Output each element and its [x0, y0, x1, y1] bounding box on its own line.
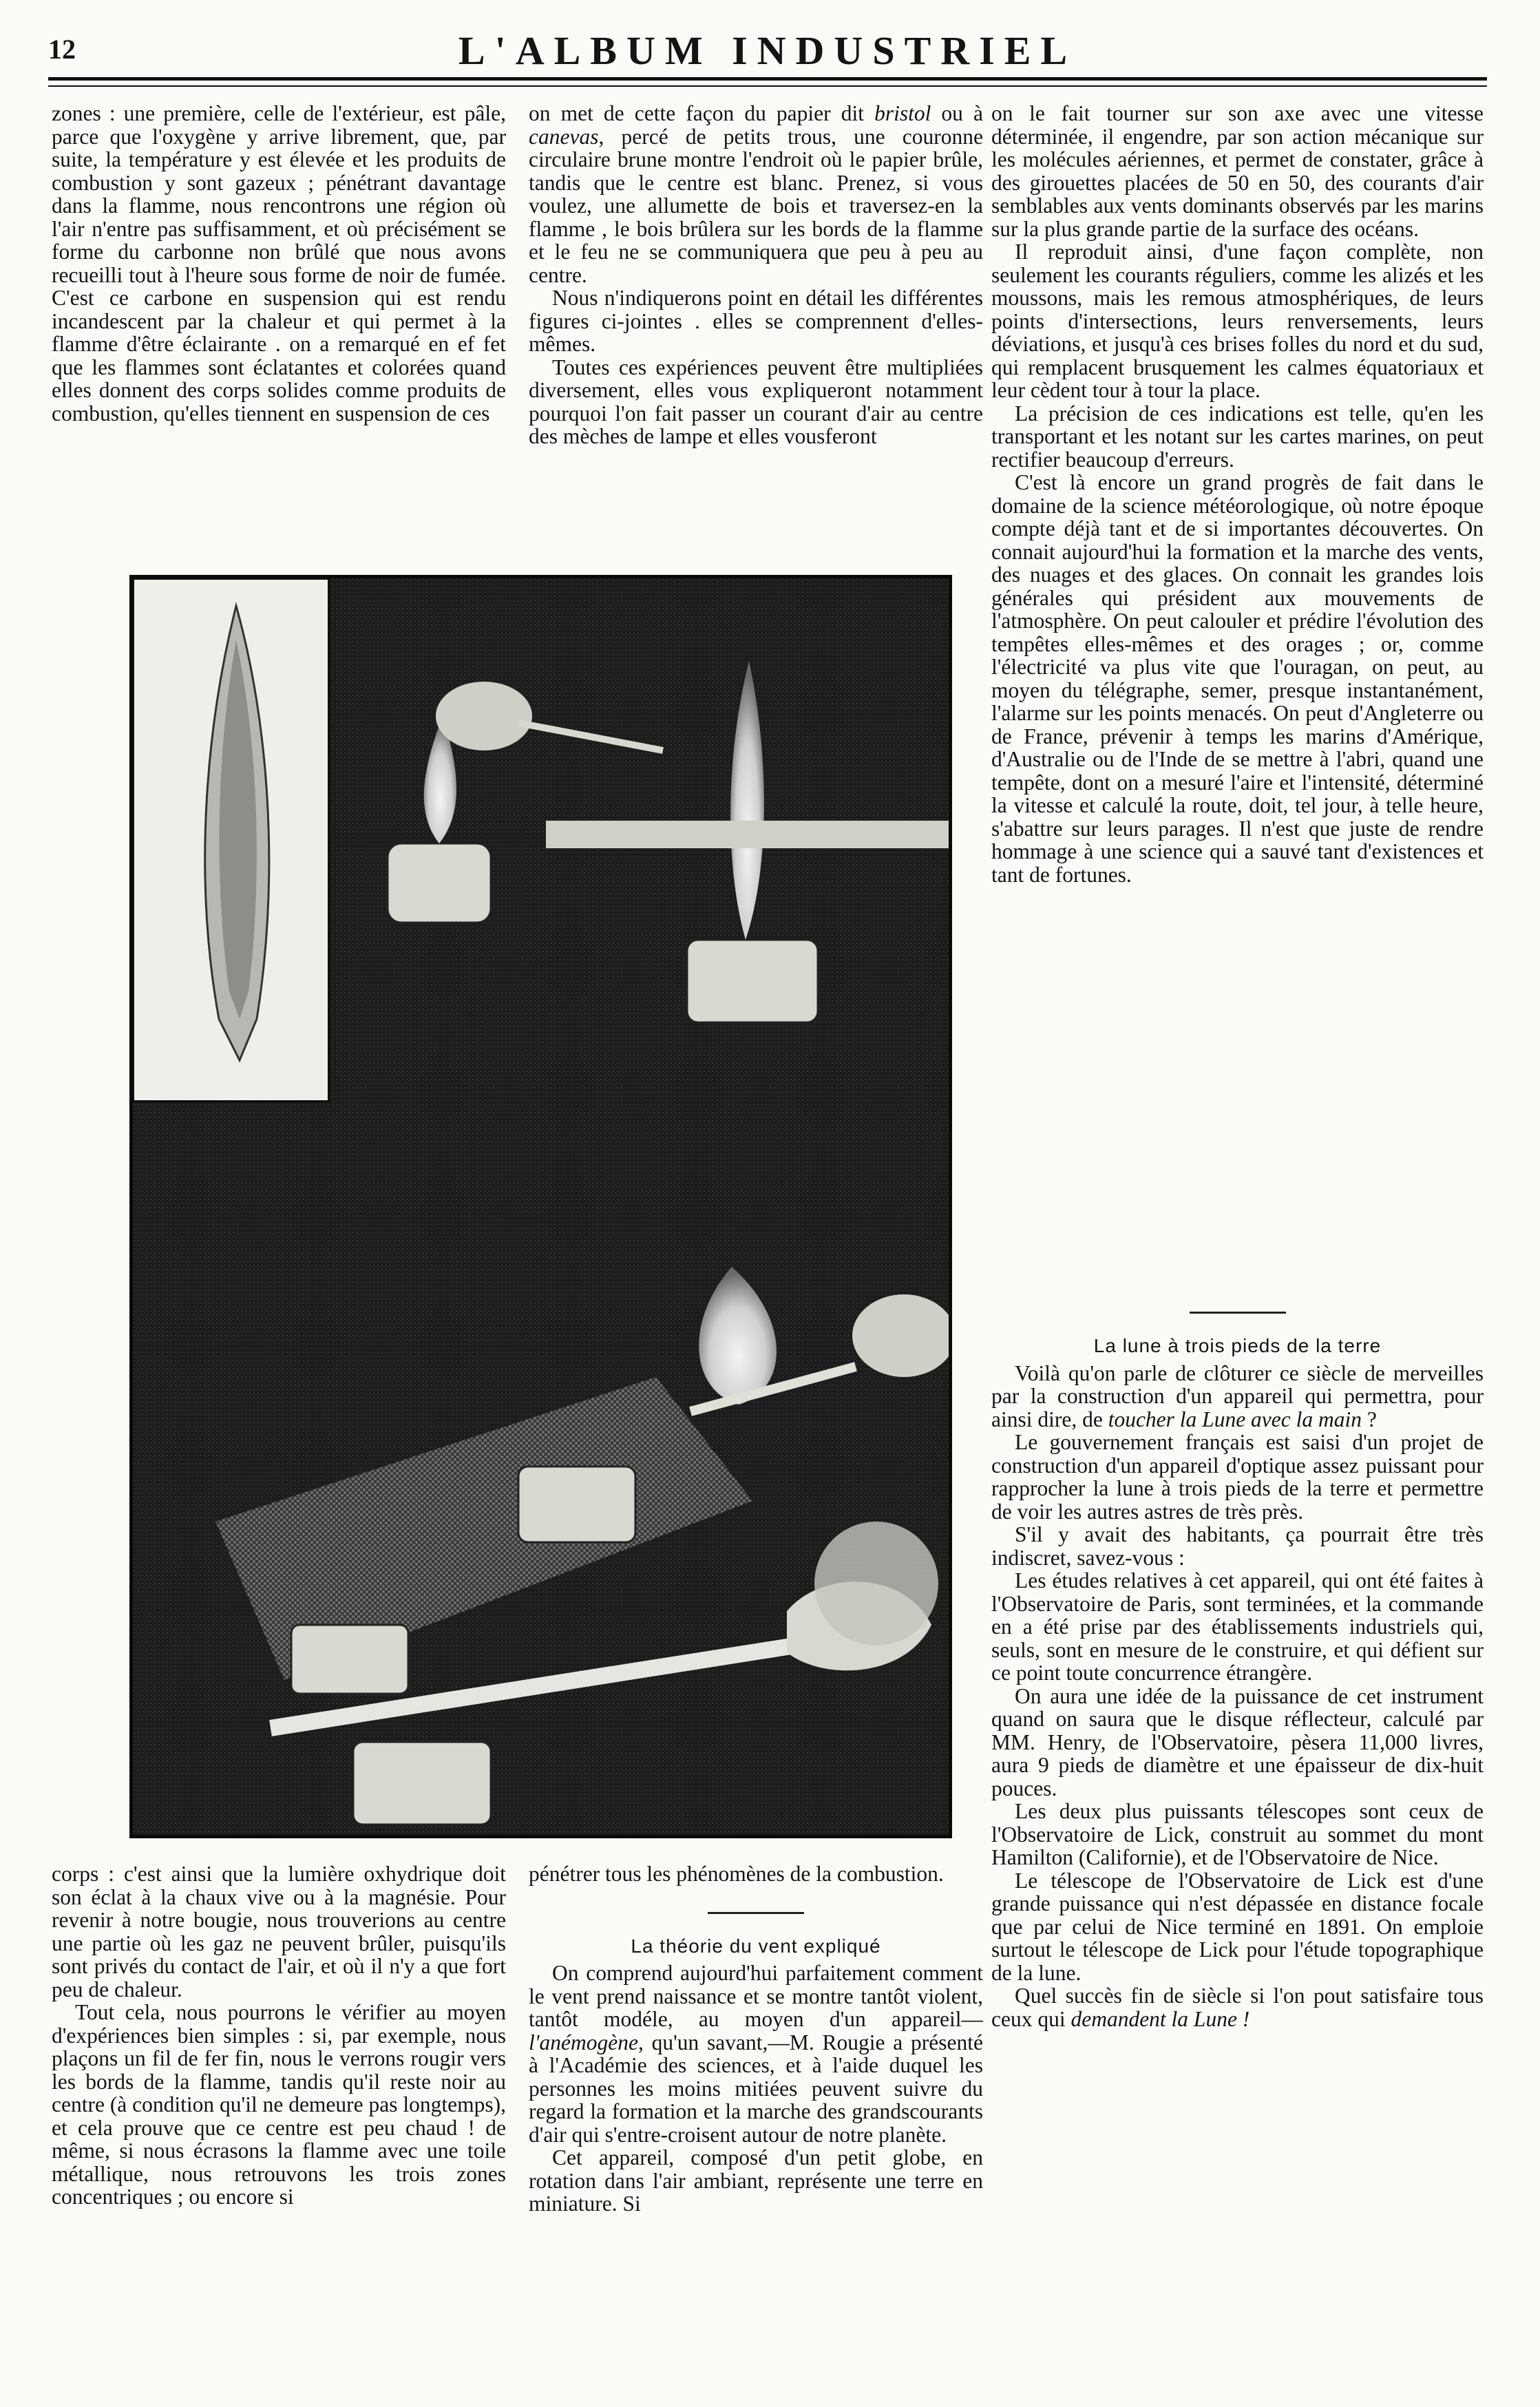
paragraph: corps : c'est ainsi que la lumière oxhydrique doit son éclat à la chaux vive ou à la magnésie. Pour revenir à notre bougie, nous trouverions au centre une partie où les gaz ne peuvent brûler, puisqu'ils sont privés du contact de l'air, et où il n'y a que fort peu de chaleur. — [52, 1862, 506, 2001]
paragraph: Quel succès fin de siècle si l'on pout satisfaire tous ceux qui demandent la Lune ! — [991, 1984, 1484, 2031]
section-heading: La théorie du vent expliqué — [631, 1935, 881, 1957]
paragraph: On aura une idée de la puissance de cet instrument quand on saura que le disque réflecteur, calculé par MM. Henry, de l'Observatoire, pèsera 11,000 livres, aura 9 pieds de diamètre et une épaisseur de dix-huit pouces. — [991, 1683, 1484, 1800]
paragraph: C'est là encore un grand progrès de fait dans le domaine de la science météorologique, où notre époque compte déjà tant et de si importantes découvertes. On connait aujourd'hui la formation et la marche des vents, des nuages et des glaces. On connait les grandes lois générales qui président aux mouvements de l'atmosphère. On peut calouler et prédire l'évolution des tempêtes elles-mêmes et des orages ; or, comme l'électricité va plus vite que l'ouragan, on peut, au moyen du télégraphe, semer, presque instantanément, l'alarme sur les points menacés. On peut d'Angleterre ou de France, prévenir à temps les marins d'Amérique, d'Australie ou de l'Inde de se mettre à l'abri, quand une tempête, dont on a mesuré l'aire et l'intensité, déterminé la vitesse et calculé la route, doit, tel jour, à telle heure, s'abattre sur leurs parages. Il n'est que juste de rendre hommage à une science qui a sauvé tant d'existences et tant de fortunes. — [991, 470, 1484, 887]
header-rule-thick — [48, 77, 1487, 81]
paragraph: zones : une première, celle de l'extérieur, est pâle, parce que l'oxygène y arrive librement, que, par suite, la température y est élevée et les produits de combustion y sont gazeux ; pénétrant davantage dans la flamme, nous rencontrons une région où l'air n'entre pas suffisamment, et où précisément se forme du carbonne non brûlé que nous avons recueilli tout à l'heure sous forme de noir de fumée. C'est ce carbone en suspension qui est rendu incandescent par la chaleur et qui permet à la flamme d'être éclairante . on a remarqué en ef fet que les flammes sont éclatantes et colorées quand elles donnent des corps solides comme produits de combustion, qu'elles tiennent en suspension de ces — [52, 102, 506, 425]
column-2-top — [529, 102, 983, 549]
paragraph: Le télescope de l'Observatoire de Lick est d'une grande puissance qui n'est dépassée en distance focale que par celui de Nice terminé en 1891. On emploie surtout le télescope de Lick pour l'étude topographique de la lune. — [991, 1868, 1484, 1985]
paragraph: S'il y avait des habitants, ça pourrait être très indiscret, savez-vous : — [991, 1522, 1484, 1570]
paragraph: Nous n'indiquerons point en détail les différentes figures ci-jointes . elles se comprennent d'elles-mêmes. — [529, 286, 983, 356]
paragraph: on le fait tourner sur son axe avec une vitesse déterminée, il engendre, par son action mécanique sur les molécules aériennes, et permet de constater, grâce à des girouettes placées de 50 en 50, des courants d'air semblables aux vents dominants observés par les marins sur la plus grande partie de la surface des océans. — [991, 102, 1484, 241]
paragraph: on met de cette façon du papier dit bristol ou à canevas, percé de petits trous, une couronne circulaire brune montre l'endroit où le papier brûle, tandis que le centre est blanc. Prenez, si vous voulez, une allumette de bois et traversez-en la flamme , le bois brûlera sur les bords de la flamme et le feu ne se communiquera que peu à peu au centre. — [529, 102, 983, 287]
header-rule-thin — [48, 85, 1487, 87]
paragraph: Le gouvernement français est saisi d'un projet de construction d'un appareil d'optique assez puissant pour rapprocher la lune à trois pieds de la terre et permettre de voir les autres astres de très près. — [991, 1430, 1484, 1524]
paragraph: Cet appareil, composé d'un petit globe, en rotation dans l'air ambiant, représente une terre en miniature. Si — [529, 2145, 983, 2216]
paragraph: La précision de ces indications est telle, qu'en les transportant et les notant sur les cartes marines, on peut rectifier beaucoup d'erreurs. — [991, 401, 1484, 472]
section-divider — [1190, 1312, 1286, 1314]
column-2-bottom — [529, 1862, 983, 2386]
page-header — [48, 28, 1487, 76]
column-3-bottom — [991, 1312, 1484, 2386]
section-heading: La lune à trois pieds de la terre — [1093, 1335, 1382, 1356]
paragraph: Il reproduit ainsi, d'une façon complète, non seulement les courants réguliers, comme les alizés et les moussons, mais les remous atmosphériques, de leurs points d'intersections, leurs renversements, leurs déviations, et jusqu'à ces brises folles du nord et du sud, qui remplacent brusquement les calmes équatoriaux et leur cèdent tour à tour la place. — [991, 240, 1484, 402]
paragraph: pénétrer tous les phénomènes de la combustion. — [529, 1862, 944, 1886]
paragraph: Toutes ces expériences peuvent être multipliées diversement, elles vous expliqueront notamment pourquoi l'on fait passer un courant d'air au centre des mèches de lampe et elles vousferont — [529, 355, 983, 448]
paragraph: On comprend aujourd'hui parfaitement comment le vent prend naissance et se montre tantôt violent, tantôt modéle, au moyen d'un appareil—l'anémogène, qu'un savant,—M. Rougie a présenté à l'Académie des sciences, et à l'aide duquel les personnes les moins mitiées peuvent suivre du regard la formation et la marche des grandscourants d'air qui s'entre-croisent autour de notre planète. — [529, 1961, 983, 2147]
journal-title: L'ALBUM INDUSTRIEL — [458, 28, 1077, 73]
paragraph: Voilà qu'on parle de clôturer ce siècle de merveilles par la construction d'un appareil qui permettra, pour ainsi dire, de toucher la Lune avec la main ? — [991, 1360, 1484, 1431]
engraving-drawing — [133, 578, 949, 1835]
column-3-top — [991, 102, 1484, 1287]
column-1-bottom — [52, 1862, 506, 2386]
paragraph: Les études relatives à cet appareil, qui ont été faites à l'Observatoire de Paris, sont terminées, et la commande en a été prise par des établissements industriels qui, seuls, sont en mesure de le construire, et qui défient sur ce point toute concurrence étrangère. — [991, 1568, 1484, 1685]
column-1-top — [52, 102, 506, 543]
page-number: 12 — [48, 34, 76, 65]
flame-experiments-illustration — [129, 575, 952, 1838]
paragraph: Tout cela, nous pourrons le vérifier au moyen d'expériences bien simples : si, par exemple, nous plaçons un fil de fer fin, nous le verrons rougir vers les bords de la flamme, tandis qu'il reste noir au centre (à condition qu'il ne demeure pas longtemps), et cela prouve que ce centre est peu chaud ! de même, si nous écrasons la flamme avec une toile métallique, nous retrouvons les trois zones concentriques ; ou encore si — [52, 2000, 506, 2209]
paragraph: Les deux plus puissants télescopes sont ceux de l'Observatoire de Lick, construit au sommet du mont Hamilton (Californie), et de l'Observatoire de Nice. — [991, 1799, 1484, 1869]
section-divider — [708, 1912, 804, 1914]
